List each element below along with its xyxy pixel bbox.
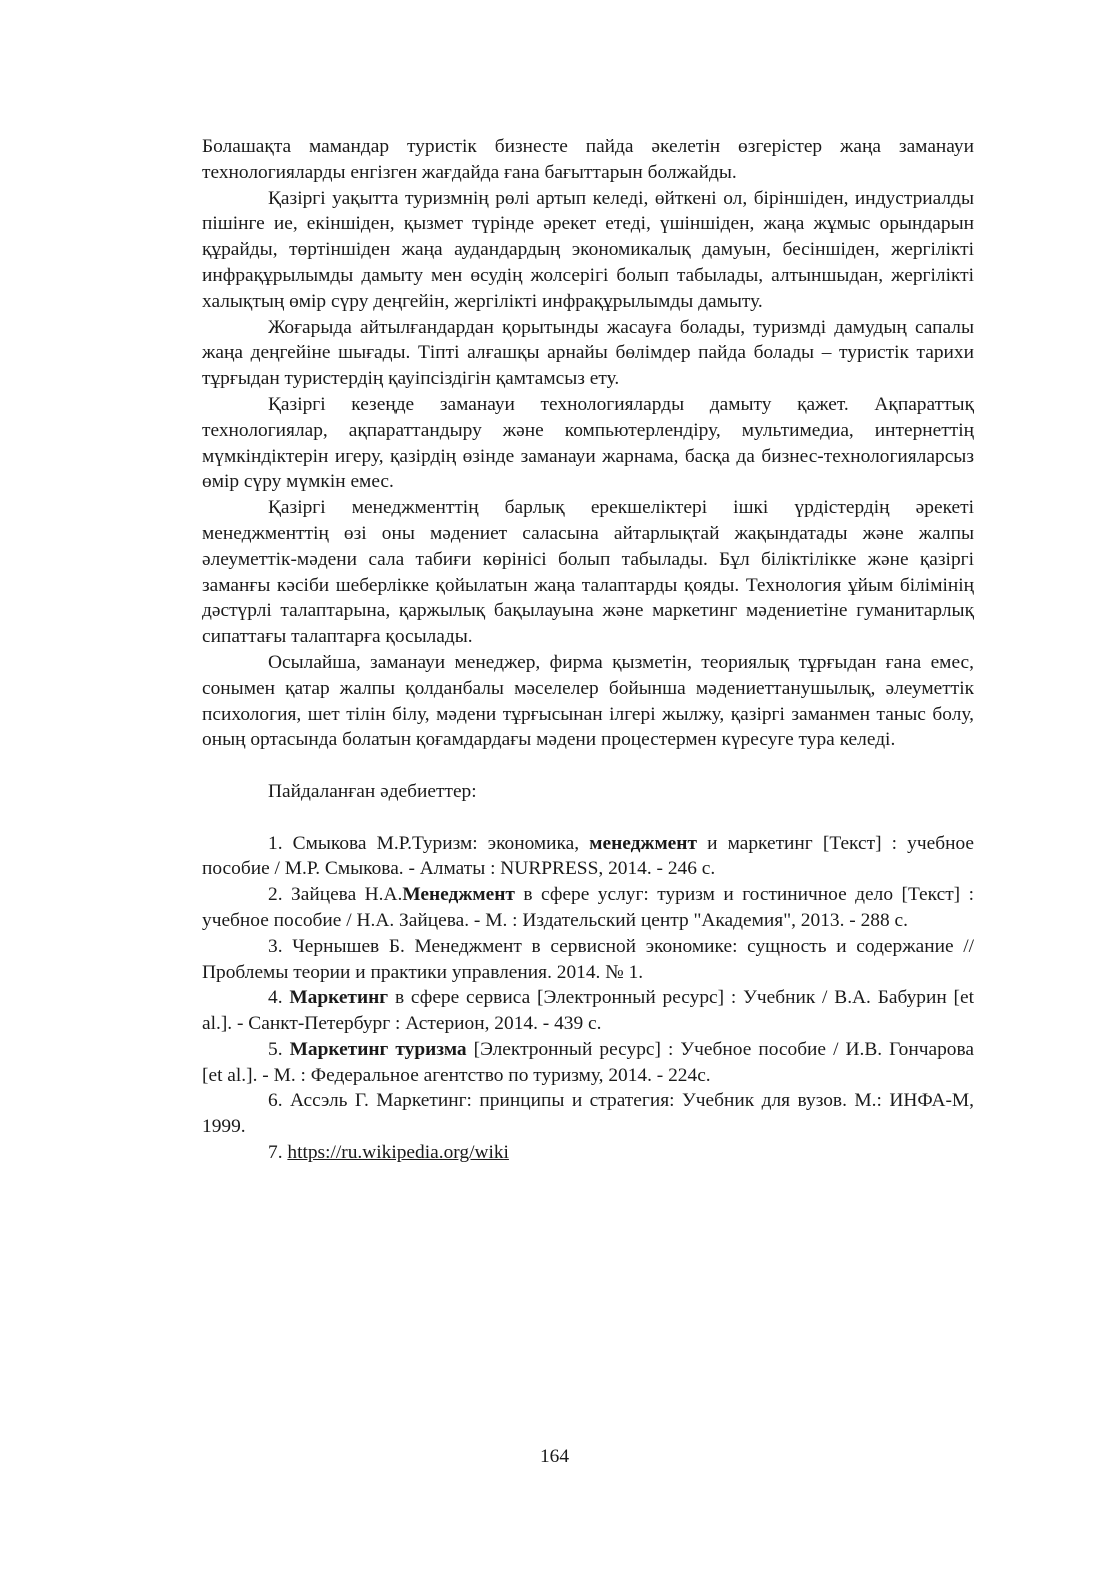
reference-text: в сфере услуг: туризм и гостиничное дело [Текст] : учебное пособие / Н.А. Зайцева. - М. : Издательский центр "Академия", 2013. - 288 с.	[202, 884, 974, 931]
reference-text: и маркетинг [Текст] : учебное пособие / М.Р. Смыкова. - Алматы : NURPRESS, 2014. - 246 с.	[202, 832, 974, 880]
reference-text: 4.	[268, 987, 290, 1009]
reference-emphasis: менеджмент	[589, 832, 697, 854]
reference-emphasis: Маркетинг туризма	[289, 1038, 467, 1060]
reference-emphasis: Менеджмент	[402, 884, 515, 906]
body-paragraph: Қазіргі уақытта туризмнің рөлі артып келеді, өйткені ол, біріншіден, индустриалды пішінге ие, екіншіден, қызмет түрінде әрекет етеді, үшіншіден, жаңа жұмыс орындарын құрайды, төртіншіден жаңа аудандардың экономикалық дамуын, бесіншіден, жергілікті инфрақұрылымды дамыту мен өсудің жолсерігі болып табылады, алтыншыдан, жергілікті халықтың өмір сүру деңгейін, жергілікті инфрақұрылымды дамыту.	[202, 187, 974, 312]
references-heading: Пайдаланған әдебиеттер:	[268, 780, 477, 802]
body-paragraph: Болашақта мамандар туристік бизнесте пайда әкелетін өзгерістер жаңа заманауи технологияларды енгізген жағдайда ғана бағыттарын болжайды.	[202, 136, 974, 183]
reference-emphasis: Маркетинг	[289, 987, 389, 1009]
page-number: 164	[539, 1446, 570, 1467]
reference-item	[202, 831, 974, 883]
reference-text: 5.	[268, 1038, 290, 1060]
reference-item	[202, 1140, 974, 1166]
references-list	[202, 831, 974, 1166]
page-content	[202, 134, 974, 1166]
body-paragraph: Осылайша, заманауи менеджер, фирма қызметін, теориялық тұрғыдан ғана емес, сонымен қатар жалпы қолданбалы мәселелер бойынша мәдениеттанушылық, әлеуметтік психология, шет тілін білу, мәдени тұрғысынан ілгері жылжу, қазіргі заманмен таныс болу, оның ортасында болатын қоғамдардағы мәдени процестермен күресуге тура келеді.	[202, 651, 974, 751]
reference-item	[202, 985, 974, 1037]
body-paragraph: Жоғарыда айтылғандардан қорытынды жасауға болады, туризмді дамудың сапалы жаңа деңгейіне шығады. Тіпті алғашқы арнайы бөлімдер пайда болады – туристік тарихи тұрғыдан туристердің қауіпсіздігін қамтамсыз ету.	[202, 316, 974, 390]
reference-item	[202, 1037, 974, 1089]
reference-item	[202, 934, 974, 986]
reference-item	[202, 882, 974, 934]
body-paragraph: Қазіргі менеджменттің барлық ерекшеліктері ішкі үрдістердің әрекеті менеджменттің өзі оны мәдениет саласына айтарлықтай жақындатады және жалпы әлеуметтік-мәдени сала табиғи көрінісі болып табылады. Бұл біліктілікке және қазіргі заманғы кәсіби шеберлікке қойылатын жаңа талаптарды қояды. Технология ұйым білімінің дәстүрлі талаптарына, қаржылық бақылауына және маркетинг мәдениетіне гуманитарлық сипаттағы талаптарға қосылады.	[202, 497, 974, 648]
reference-text: 2. Зайцева Н.А.	[268, 884, 403, 906]
reference-text: в сфере сервиса [Электронный ресурс] : Учебник / В.А. Бабурин [et al.]. - Санкт-Петербург : Астерион, 2014. - 439 с.	[202, 987, 974, 1035]
reference-item	[202, 1088, 974, 1140]
reference-number: 7.	[268, 1142, 288, 1164]
reference-text: 3. Чернышев Б. Менеджмент в сервисной экономике: сущность и содержание // Проблемы теории и практики управления. 2014. № 1.	[202, 935, 974, 983]
body-paragraph: Қазіргі кезеңде заманауи технологияларды дамыту қажет. Ақпараттық технологиялар, ақпараттандыру және компьютерлендіру, мультимедиа, интернеттің мүмкіндіктерін игеру, қазірдің өзінде заманауи жарнама, басқа да бизнес-технологияларсыз өмір сүру мүмкін емес.	[202, 393, 974, 493]
reference-text: 6. Ассэль Г. Маркетинг: принципы и стратегия: Учебник для вузов. М.: ИНФА-М, 1999.	[202, 1090, 974, 1138]
reference-text: [Электронный ресурс] : Учебное пособие / И.В. Гончарова [et al.]. - М. : Федеральное агентство по туризму, 2014. - 224с.	[202, 1038, 975, 1086]
wikipedia-link[interactable]: https://ru.wikipedia.org/wiki	[287, 1142, 509, 1164]
reference-text: 1. Смыкова М.Р.Туризм: экономика,	[268, 832, 590, 854]
